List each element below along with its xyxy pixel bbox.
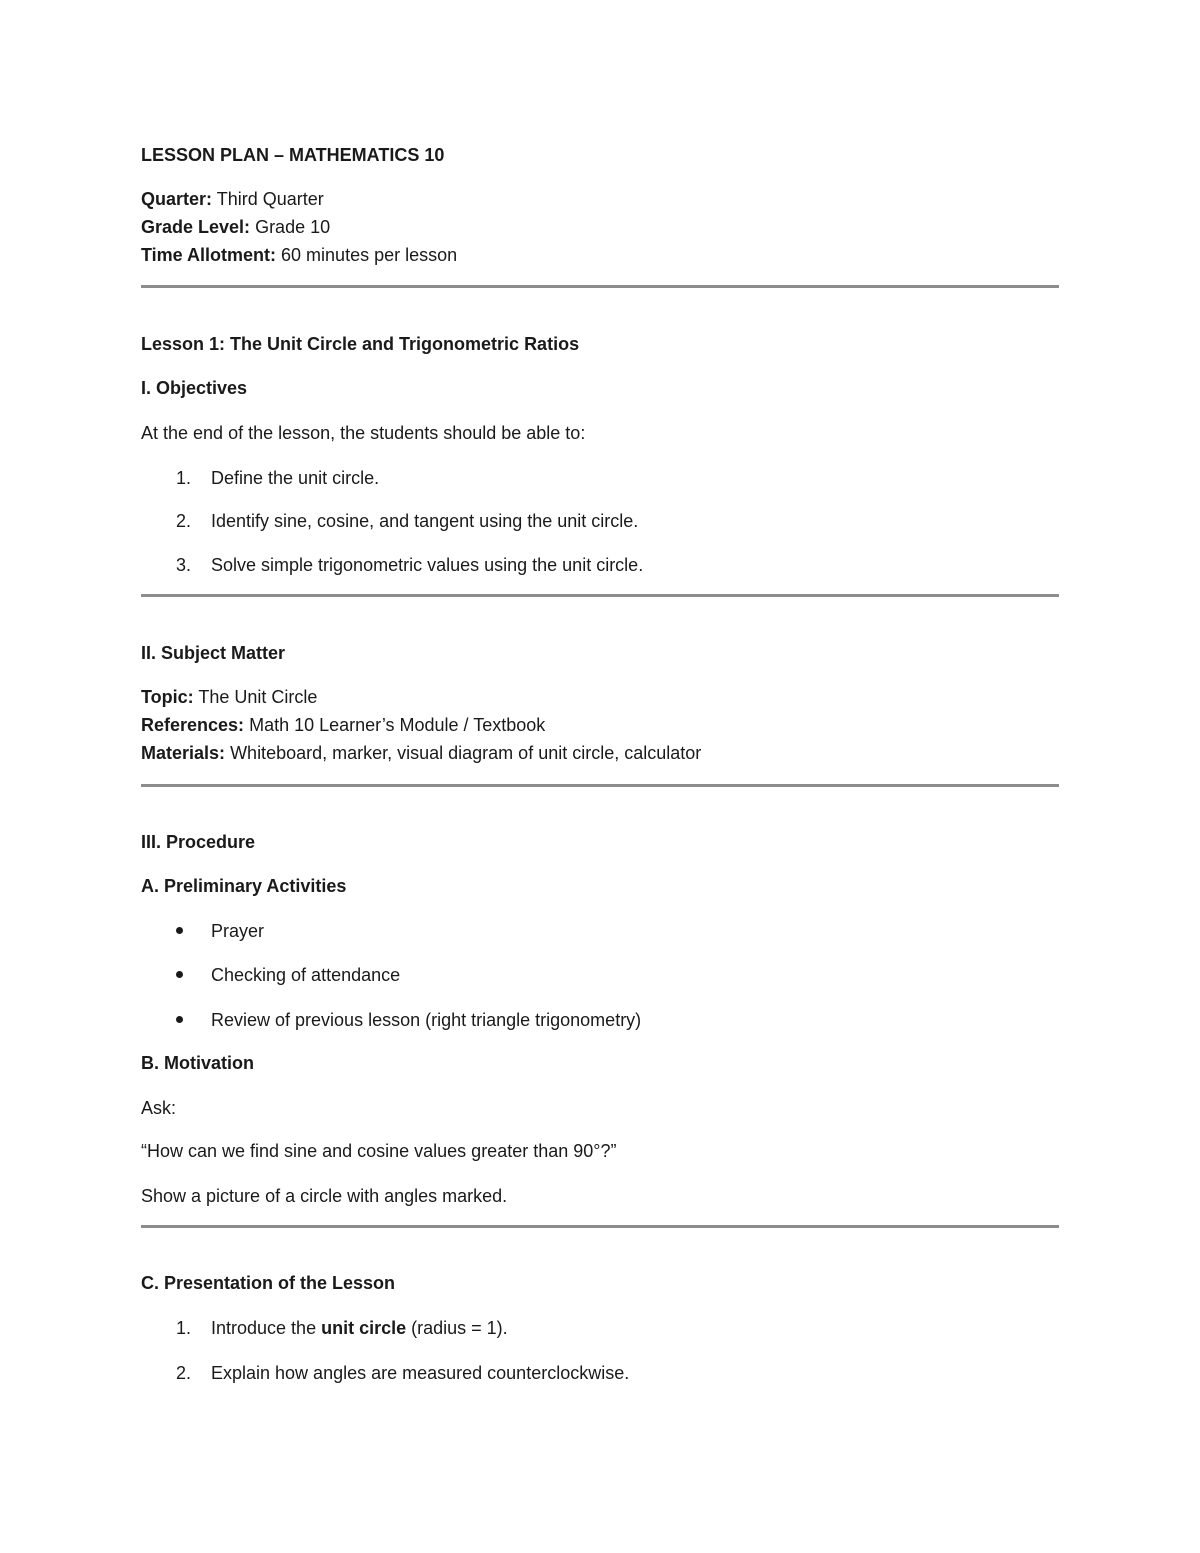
grade-label: Grade Level: [141,217,251,237]
preliminary-item: Prayer [211,921,265,941]
presentation-text: Introduce the [211,1318,322,1338]
objective-item: Identify sine, cosine, and tangent using the unit circle. [211,511,639,531]
quarter-line [141,188,324,210]
presentation-item: Explain how angles are measured counterclockwise. [211,1363,630,1383]
objective-item: Define the unit circle. [211,468,380,488]
objective-number: 2. [176,511,192,531]
bullet-icon [176,1016,183,1023]
preliminary-item: Review of previous lesson (right triangle trigonometry) [211,1010,642,1030]
references-line [141,714,545,736]
objective-number: 1. [176,468,192,488]
time-label: Time Allotment: [141,245,277,265]
topic-label: Topic: [141,687,194,707]
motivation-question: “How can we find sine and cosine values greater than 90°?” [141,1141,617,1161]
motivation-ask: Ask: [141,1098,177,1118]
materials-value: Whiteboard, marker, visual diagram of unit circle, calculator [230,743,702,763]
objective-item: Solve simple trigonometric values using the unit circle. [211,555,644,575]
time-value: 60 minutes per lesson [281,245,458,265]
materials-label: Materials: [141,743,226,763]
quarter-value: Third Quarter [216,189,324,209]
bullet-icon [176,927,183,934]
references-value: Math 10 Learner’s Module / Textbook [249,715,546,735]
lesson-title: Lesson 1: The Unit Circle and Trigonometric Ratios [141,334,580,354]
presentation-number: 1. [176,1318,192,1338]
subject-matter-heading: II. Subject Matter [141,643,286,663]
procedure-heading: III. Procedure [141,832,256,852]
bullet-icon [176,971,183,978]
time-line [141,244,457,266]
grade-line [141,216,330,238]
document-title: LESSON PLAN – MATHEMATICS 10 [141,145,445,165]
presentation-heading: C. Presentation of the Lesson [141,1273,396,1293]
presentation-bold-term: unit circle [321,1318,407,1338]
materials-line [141,742,701,764]
objectives-heading: I. Objectives [141,378,248,398]
quarter-label: Quarter: [141,189,213,209]
motivation-show: Show a picture of a circle with angles marked. [141,1186,508,1206]
objective-number: 3. [176,555,192,575]
presentation-number: 2. [176,1363,192,1383]
motivation-heading: B. Motivation [141,1053,254,1073]
divider [141,594,1059,597]
objectives-intro: At the end of the lesson, the students should be able to: [141,423,586,443]
presentation-item [211,1317,508,1339]
references-label: References: [141,715,245,735]
topic-line [141,686,317,708]
divider [141,784,1059,787]
preliminary-item: Checking of attendance [211,965,401,985]
divider [141,1225,1059,1228]
divider [141,285,1059,288]
grade-value: Grade 10 [255,217,331,237]
topic-value: The Unit Circle [198,687,318,707]
preliminary-heading: A. Preliminary Activities [141,876,347,896]
presentation-text: (radius = 1). [406,1318,508,1338]
